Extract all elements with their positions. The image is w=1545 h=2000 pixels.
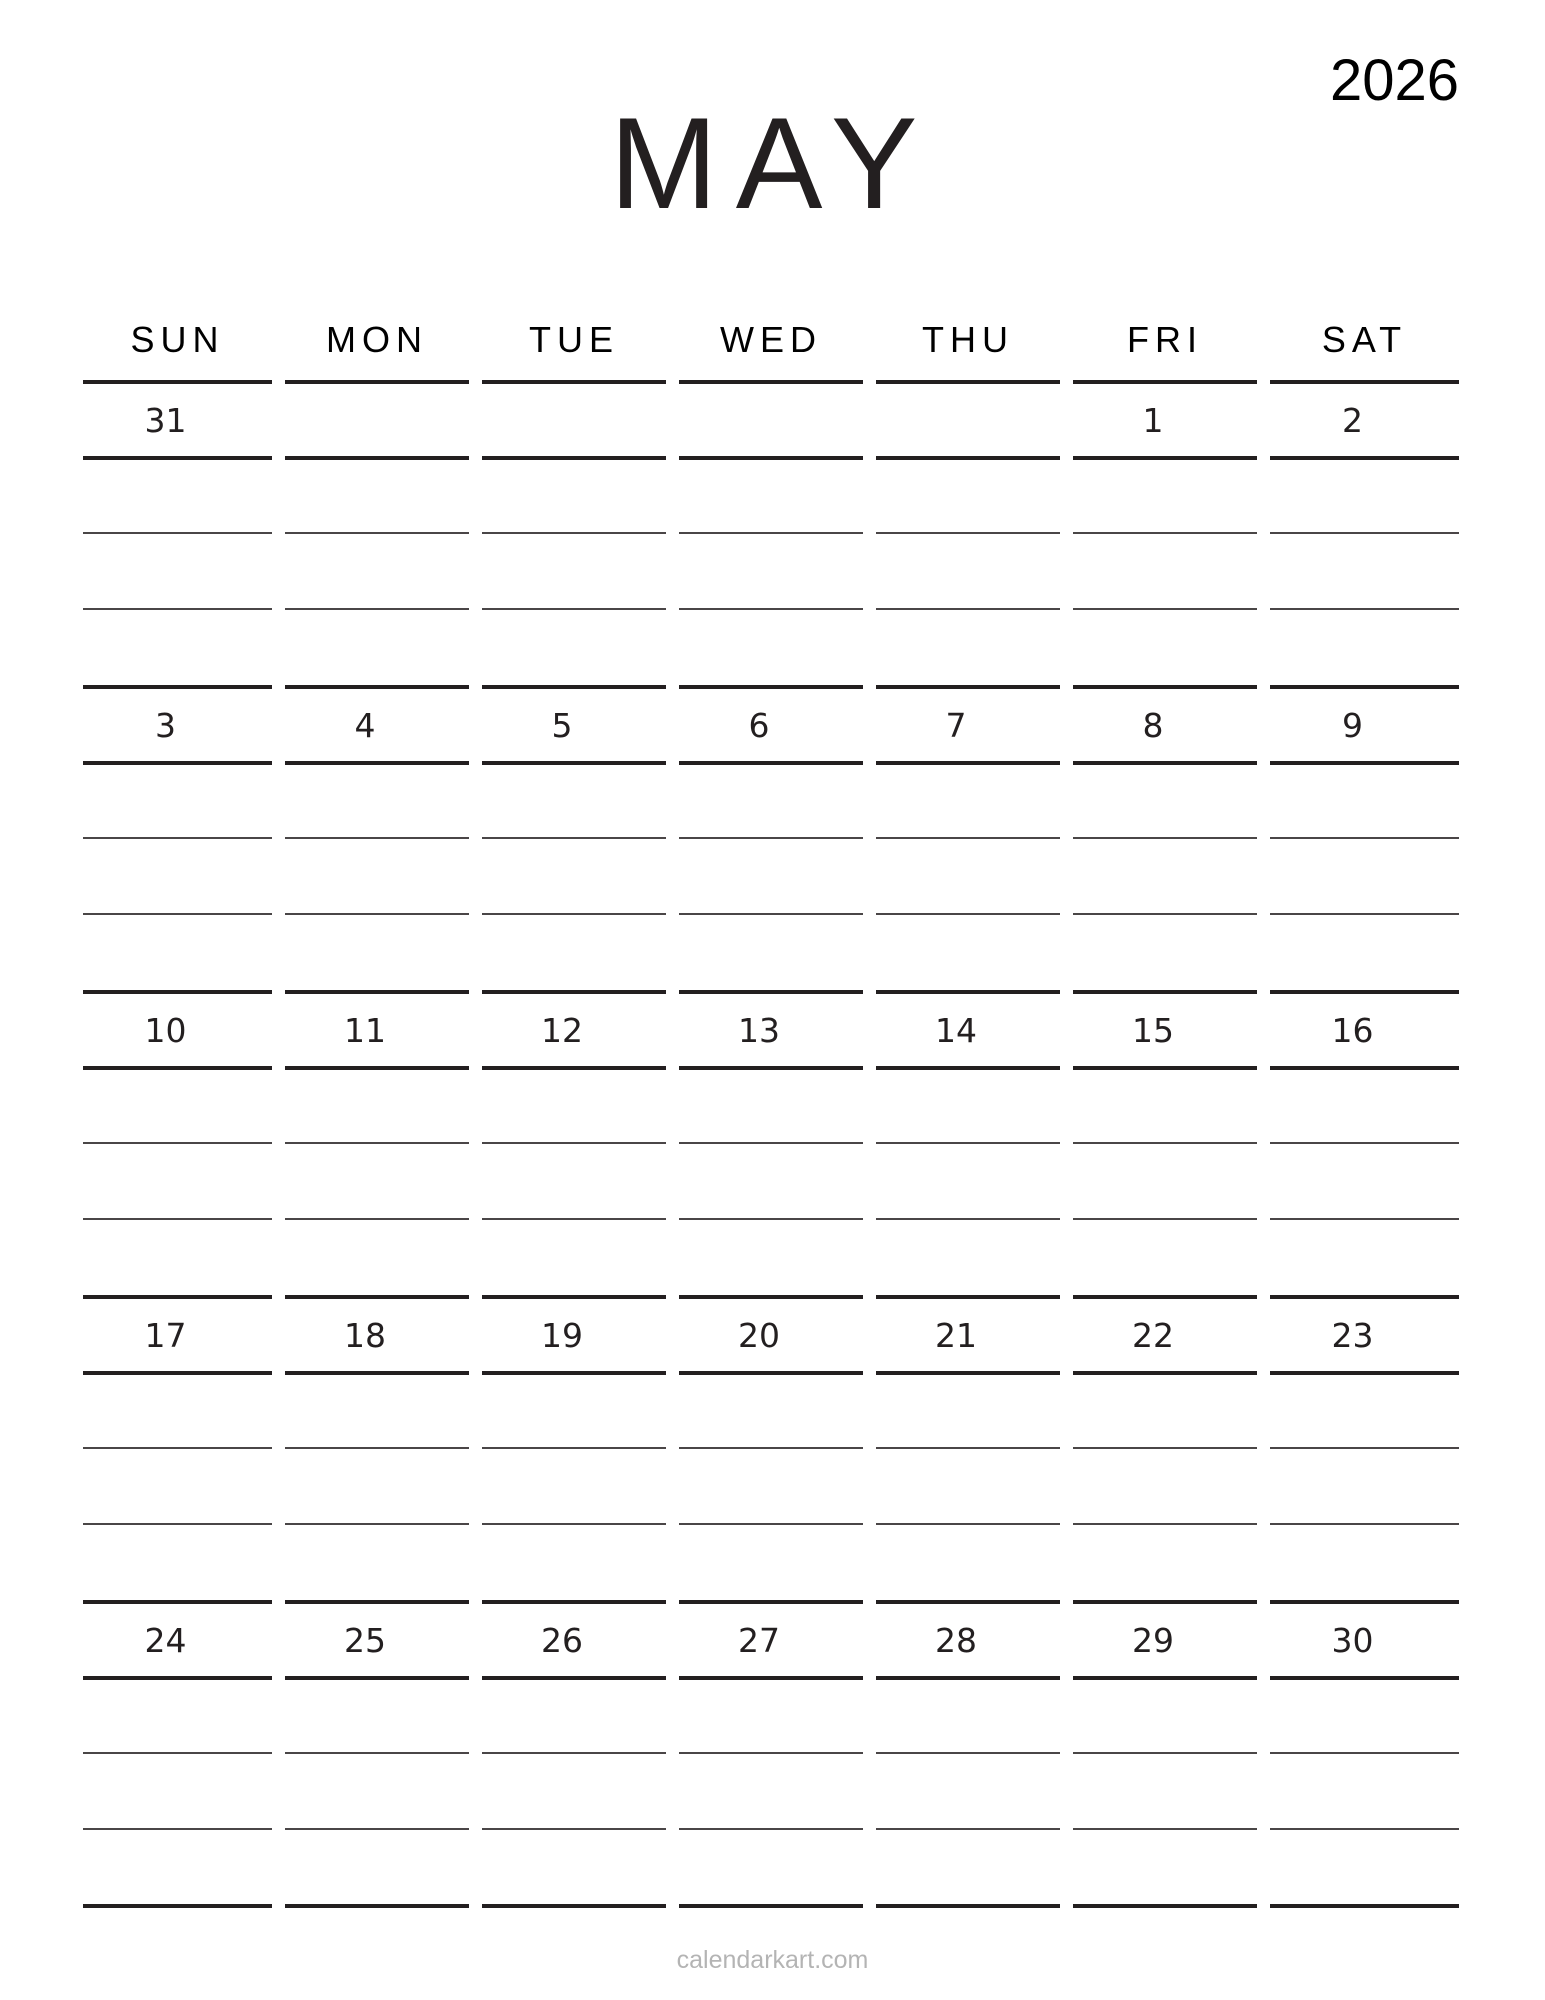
calendar-bottom-rule (876, 1904, 1060, 1908)
writing-line (83, 837, 272, 839)
writing-line (876, 1447, 1060, 1449)
date-underline-rule (679, 1371, 863, 1375)
writing-line (679, 1523, 863, 1525)
writing-line (1270, 1752, 1459, 1754)
writing-line (83, 1142, 272, 1144)
week-top-rule (1270, 990, 1459, 994)
calendar-bottom-rule (679, 1904, 863, 1908)
writing-line (482, 1218, 666, 1220)
date-underline-rule (482, 456, 666, 460)
writing-line (1073, 1828, 1257, 1830)
writing-line (285, 837, 469, 839)
date-number: 19 (541, 1316, 583, 1355)
date-number: 1 (1142, 401, 1164, 440)
week-top-rule (482, 990, 666, 994)
writing-line (679, 1218, 863, 1220)
weekday-header-sat: SAT (1321, 319, 1408, 360)
calendar-bottom-rule (285, 1904, 469, 1908)
date-number: 14 (935, 1011, 977, 1050)
writing-line (482, 1828, 666, 1830)
date-number: 27 (738, 1621, 780, 1660)
writing-line (482, 913, 666, 915)
date-underline-rule (1270, 456, 1459, 460)
date-underline-rule (482, 761, 666, 765)
writing-line (482, 1752, 666, 1754)
date-underline-rule (83, 761, 272, 765)
writing-line (1073, 1752, 1257, 1754)
date-number: 16 (1331, 1011, 1374, 1050)
date-number: 6 (748, 706, 770, 745)
writing-line (1270, 1218, 1459, 1220)
date-underline-rule (83, 1066, 272, 1070)
date-underline-rule (1270, 1371, 1459, 1375)
writing-line (482, 1523, 666, 1525)
writing-line (83, 1752, 272, 1754)
writing-line (285, 1752, 469, 1754)
date-underline-rule (679, 456, 863, 460)
year-label: 2026 (1329, 48, 1459, 113)
date-underline-rule (482, 1371, 666, 1375)
week-top-rule (285, 685, 469, 689)
week-top-rule (876, 990, 1060, 994)
week-top-rule (83, 1600, 272, 1604)
week-top-rule (876, 380, 1060, 384)
writing-line (285, 1218, 469, 1220)
writing-line (1073, 1447, 1257, 1449)
week-top-rule (285, 380, 469, 384)
date-underline-rule (679, 1066, 863, 1070)
date-underline-rule (679, 1676, 863, 1680)
week-top-rule (876, 685, 1060, 689)
date-number: 18 (344, 1316, 386, 1355)
week-top-rule (1073, 380, 1257, 384)
writing-line (876, 1828, 1060, 1830)
calendar-bottom-rule (83, 1904, 272, 1908)
date-number: 4 (354, 706, 376, 745)
writing-line (1270, 608, 1459, 610)
writing-line (1073, 1523, 1257, 1525)
date-number: 22 (1132, 1316, 1174, 1355)
writing-line (679, 1447, 863, 1449)
date-underline-rule (1073, 456, 1257, 460)
date-number: 21 (935, 1316, 977, 1355)
date-number: 10 (144, 1011, 187, 1050)
date-number: 24 (144, 1621, 187, 1660)
date-number: 2 (1342, 401, 1363, 440)
weekday-header-mon: MON (326, 319, 428, 360)
date-number: 12 (541, 1011, 583, 1050)
week-top-rule (83, 380, 272, 384)
week-top-rule (1270, 380, 1459, 384)
date-underline-rule (482, 1066, 666, 1070)
writing-line (876, 608, 1060, 610)
date-number: 23 (1331, 1316, 1374, 1355)
weekday-header-wed: WED (720, 319, 822, 360)
date-number: 15 (1132, 1011, 1174, 1050)
week-top-rule (1073, 1295, 1257, 1299)
writing-line (285, 532, 469, 534)
writing-line (876, 913, 1060, 915)
date-number: 30 (1331, 1621, 1374, 1660)
writing-line (679, 837, 863, 839)
calendar-bottom-rule (482, 1904, 666, 1908)
date-number: 9 (1342, 706, 1363, 745)
date-number: 25 (344, 1621, 386, 1660)
writing-line (1270, 1142, 1459, 1144)
weekday-header-thu: THU (922, 319, 1014, 360)
date-number: 31 (144, 401, 187, 440)
writing-line (83, 1828, 272, 1830)
writing-line (1073, 837, 1257, 839)
date-number: 28 (935, 1621, 977, 1660)
date-underline-rule (876, 1371, 1060, 1375)
writing-line (1270, 1447, 1459, 1449)
week-top-rule (285, 990, 469, 994)
writing-line (876, 1523, 1060, 1525)
writing-line (83, 913, 272, 915)
date-underline-rule (1270, 761, 1459, 765)
week-top-rule (482, 685, 666, 689)
date-number: 11 (344, 1011, 386, 1050)
date-number: 8 (1142, 706, 1164, 745)
week-top-rule (679, 685, 863, 689)
writing-line (1073, 1142, 1257, 1144)
date-underline-rule (83, 456, 272, 460)
date-underline-rule (1073, 1371, 1257, 1375)
week-top-rule (876, 1600, 1060, 1604)
date-underline-rule (285, 1066, 469, 1070)
writing-line (1270, 913, 1459, 915)
week-top-rule (1073, 990, 1257, 994)
writing-line (285, 1828, 469, 1830)
date-underline-rule (285, 761, 469, 765)
month-title: MAY (609, 90, 936, 236)
date-underline-rule (285, 456, 469, 460)
date-underline-rule (83, 1676, 272, 1680)
writing-line (1073, 1218, 1257, 1220)
writing-line (83, 1218, 272, 1220)
week-top-rule (679, 380, 863, 384)
writing-line (1270, 1523, 1459, 1525)
writing-line (1270, 532, 1459, 534)
week-top-rule (679, 1295, 863, 1299)
writing-line (285, 608, 469, 610)
writing-line (876, 1142, 1060, 1144)
writing-line (285, 1447, 469, 1449)
weekday-header-tue: TUE (529, 319, 619, 360)
writing-line (876, 837, 1060, 839)
date-number: 7 (945, 706, 967, 745)
date-underline-rule (285, 1371, 469, 1375)
date-underline-rule (1073, 1676, 1257, 1680)
writing-line (1270, 1828, 1459, 1830)
date-underline-rule (285, 1676, 469, 1680)
week-top-rule (1270, 1600, 1459, 1604)
writing-line (679, 1828, 863, 1830)
date-underline-rule (679, 761, 863, 765)
writing-line (482, 1447, 666, 1449)
week-top-rule (679, 1600, 863, 1604)
writing-line (679, 1752, 863, 1754)
writing-line (876, 1752, 1060, 1754)
writing-line (83, 1523, 272, 1525)
writing-line (679, 913, 863, 915)
week-top-rule (285, 1295, 469, 1299)
week-top-rule (876, 1295, 1060, 1299)
writing-line (679, 1142, 863, 1144)
date-number: 26 (541, 1621, 583, 1660)
week-top-rule (83, 1295, 272, 1299)
date-number: 13 (738, 1011, 780, 1050)
calendar-bottom-rule (1270, 1904, 1459, 1908)
writing-line (285, 1523, 469, 1525)
week-top-rule (482, 380, 666, 384)
writing-line (1073, 608, 1257, 610)
week-top-rule (482, 1600, 666, 1604)
date-number: 5 (551, 706, 573, 745)
writing-line (1073, 913, 1257, 915)
writing-line (83, 532, 272, 534)
writing-line (679, 608, 863, 610)
date-underline-rule (876, 1066, 1060, 1070)
date-underline-rule (876, 761, 1060, 765)
weekday-header-sun: SUN (130, 319, 225, 360)
writing-line (285, 913, 469, 915)
writing-line (482, 1142, 666, 1144)
writing-line (482, 532, 666, 534)
week-top-rule (679, 990, 863, 994)
week-top-rule (83, 990, 272, 994)
writing-line (83, 608, 272, 610)
date-number: 29 (1132, 1621, 1174, 1660)
date-number: 3 (155, 706, 176, 745)
writing-line (482, 608, 666, 610)
week-top-rule (1073, 1600, 1257, 1604)
week-top-rule (285, 1600, 469, 1604)
date-underline-rule (1270, 1676, 1459, 1680)
footer-credit: calendarkart.com (676, 1946, 869, 1974)
writing-line (679, 532, 863, 534)
writing-line (83, 1447, 272, 1449)
date-underline-rule (482, 1676, 666, 1680)
date-number: 20 (738, 1316, 780, 1355)
date-underline-rule (1073, 761, 1257, 765)
week-top-rule (482, 1295, 666, 1299)
week-top-rule (1270, 1295, 1459, 1299)
writing-line (876, 1218, 1060, 1220)
date-number: 17 (144, 1316, 187, 1355)
date-underline-rule (83, 1371, 272, 1375)
weekday-header-fri: FRI (1127, 319, 1203, 360)
writing-line (285, 1142, 469, 1144)
week-top-rule (83, 685, 272, 689)
writing-line (482, 837, 666, 839)
writing-line (1073, 532, 1257, 534)
week-top-rule (1073, 685, 1257, 689)
date-underline-rule (1073, 1066, 1257, 1070)
writing-line (876, 532, 1060, 534)
date-underline-rule (876, 1676, 1060, 1680)
date-underline-rule (1270, 1066, 1459, 1070)
writing-line (1270, 837, 1459, 839)
date-underline-rule (876, 456, 1060, 460)
calendar-bottom-rule (1073, 1904, 1257, 1908)
week-top-rule (1270, 685, 1459, 689)
